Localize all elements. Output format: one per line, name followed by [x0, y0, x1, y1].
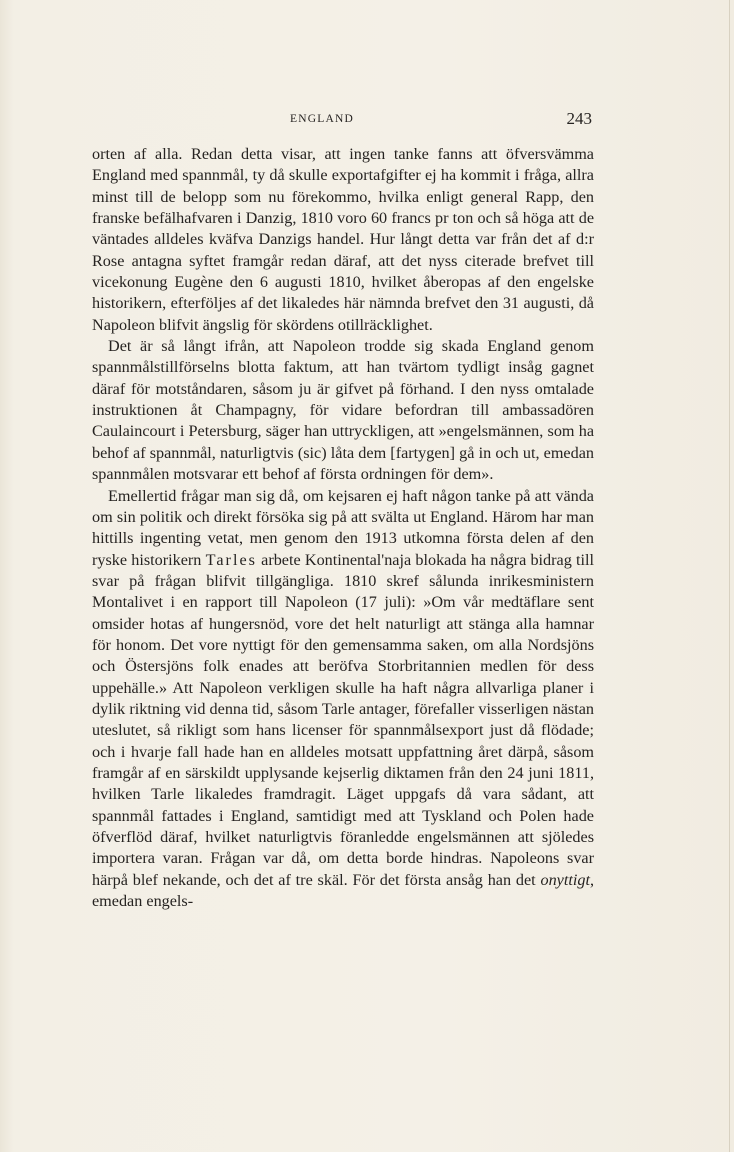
emphasis-onyttigt: onyttigt: [540, 870, 590, 889]
page-edge: [729, 0, 730, 1152]
running-head: ENGLAND: [290, 113, 354, 125]
paragraph-3-text-a: Emellertid frågar man sig då, om kejsaren ej haft någon tanke på att vända om sin politik och direkt försöka sig på att svälta ut England. Härom har man hittills ingenting vetat, men genom den 1913 utkomna första delen af den ryske historikern: [92, 486, 594, 569]
paragraph-3-text-b: arbete Kontinental'naja blokada ha några bidrag till svar på frågan blifvit tillgängliga. 1810 skref sålunda inrikesministern Montalivet i en rapport till Napoleon (17 juli): »Om vår medtäflare sent omsider hotas af hungersnöd, vore det helt naturligt att stänga alla hamnar för honom. Det vore nyttigt för den gemensamma saken, om alla Nordsjöns och Östersjöns folk enades att beröfva Storbritannien medlen för dess uppehälle.» Att Napoleon verkligen skulle ha haft några allvarliga planer i dylik riktning vid denna tid, såsom Tarle antager, förefaller visserligen nästan uteslutet, så rikligt som hans licenser för spannmålsexport just då flödade; och i hvarje fall hade han en alldeles motsatt uppfattning året därpå, såsom framgår af en särskildt upplysande kejserlig diktamen från den 24 juni 1811, hvilken Tarle likaledes framdragit. Läget uppgafs då vara sådant, att spannmål fattades i England, samtidigt med att Tyskland och Polen hade öfverflöd däraf, hvilket naturligtvis föranledde engelsmännen att sjöledes importera varan. Frågan var då, om detta borde hindras. Napoleons svar härpå blef nekande, och det af tre skäl. För det första ansåg han det: [92, 550, 594, 889]
paragraph-1: orten af alla. Redan detta visar, att ingen tanke fanns att öfversvämma England med spannmål, ty då skulle exportafgifter ej ha kommit i fråga, allra minst till de belopp som nu förekommo, hvilka enligt general Rapp, den franske befälhafvaren i Danzig, 1810 voro 60 francs pr ton och så höga att de väntades alldeles kväfva Danzigs handel. Hur långt detta var från det af d:r Rose antagna syftet framgår redan däraf, att det nyss citerade brefvet till vicekonung Eugène den 6 augusti 1810, hvilket åberopas af den engelske historikern, efterföljes af det likaledes här nämnda brefvet den 31 augusti, då Napoleon blifvit ängslig för skördens otillräcklighet.: [92, 145, 594, 334]
paragraph-3: [92, 486, 594, 913]
page-header: [92, 109, 592, 131]
paragraph-3-text-c: , emedan engels-: [92, 870, 594, 911]
paragraph-2: Det är så långt ifrån, att Napoleon trodde sig skada England genom spannmålstillförselns blotta faktum, att han tvärtom tydligt insåg gagnet däraf för motståndaren, såsom ju är gifvet på förhand. I den nyss omtalade instruktionen åt Champagny, för vidare befordran till ambassadören Caulaincourt i Petersburg, säger han uttryckligen, att »engelsmännen, som ha behof af spannmål, naturligtvis (sic) låta dem [fartygen] gå in och ut, emedan spannmålen motsvarar ett behof af första ordningen för dem».: [92, 337, 594, 484]
author-name-tarles: Tarles: [205, 550, 257, 569]
page-number: 243: [566, 109, 592, 128]
body-text: [92, 144, 594, 912]
